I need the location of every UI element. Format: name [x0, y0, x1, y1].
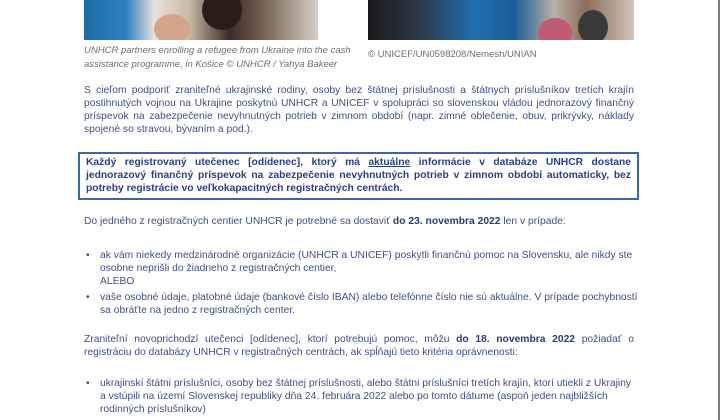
registration-paragraph — [84, 333, 634, 359]
registration-date: do 18. novembra 2022 — [456, 334, 576, 345]
photo-figure — [578, 10, 608, 40]
notice-underlined-word: aktuálne — [368, 157, 411, 168]
list-item-connector: ALEBO — [100, 276, 135, 287]
photo-unicef — [368, 0, 634, 40]
registration-text-start: Zraniteľní novoprichodzí utečenci [odídenec], ktorí potrebujú pomoc, môžu — [84, 334, 457, 345]
registration-text-end: požiadať o registráciu do databázy UNHCR v registračných centrách, ak spĺňajú tieto kritéria oprávnenosti: — [84, 334, 634, 358]
list-item: • ak vám niekedy medzinárodné organizácie (UNHCR a UNICEF) poskytli finančnú pomoc na Slovensku, ale nikdy ste osobne neprišli do žiadneho z registračných centier, — [84, 249, 639, 275]
eligibility-list — [84, 377, 639, 419]
notice-text-end: informácie v databáze UNHCR dostane jednorazový finančný príspevok na zabezpečenie nevyhnutných potrieb v zimnom období automaticky, bez potreby registrácie vo veľkokapacitných registračných centrách. — [86, 157, 632, 194]
photo-figure — [154, 14, 190, 40]
photo-unhcr-enrollment — [84, 0, 318, 40]
deadline-text-end: len v prípade: — [500, 216, 566, 227]
deadline-text-start: Do jedného z registračných centier UNHCR je potrebné sa dostaviť — [84, 216, 393, 227]
conditions-list — [84, 249, 639, 320]
photo-caption-right: © UNICEF/UN0598208/Nemesh/UNIAN — [368, 49, 537, 60]
photo-figure — [202, 0, 242, 30]
intro-paragraph: S cieľom podporiť zraniteľné ukrajinské rodiny, osoby bez štátnej príslušnosti a štátnych príslušníkov tretích krajín postihnutých vojnou na Ukrajine poskytnú UNHCR a UNICEF v spolupráci so slovenskou vládou jednorazový finančný príspevok na zabezpečenie nevyhnutných potrieb v zimnom období (napr. zimné oblečenie, obuv, prikrývky, náklady spojené so stravou, bývaním a pod.). — [84, 85, 634, 135]
highlighted-notice — [78, 152, 639, 200]
list-item: • ukrajinskí štátni príslušníci, osoby bez štátnej príslušnosti, alebo štátni príslušníci tretích krajín, ktorí utiekli z Ukrajiny a vstúpili na území Slovenskej republiky dňa 24. februára 2022 alebo po tomto dátume (aspoň jeden najbližších rodinných príslušníkov) — [84, 377, 639, 416]
photo-caption-left: UNHCR partners enrolling a refugee from Ukraine into the cash assistance programme, in Košice © UNHCR / Yahya Bakeer — [84, 45, 351, 70]
deadline-paragraph — [84, 215, 634, 228]
photo-figure — [538, 18, 572, 40]
notice-text-start: Každý registrovaný utečenec [odídenec], ktorý má — [86, 157, 369, 168]
deadline-date: do 23. novembra 2022 — [392, 216, 501, 227]
list-item: • vaše osobné údaje, platobné údaje (bankové číslo IBAN) alebo telefónne číslo nie sú aktuálne. V prípade pochybností sa obráťte na jedno z registračných center. — [84, 291, 639, 317]
